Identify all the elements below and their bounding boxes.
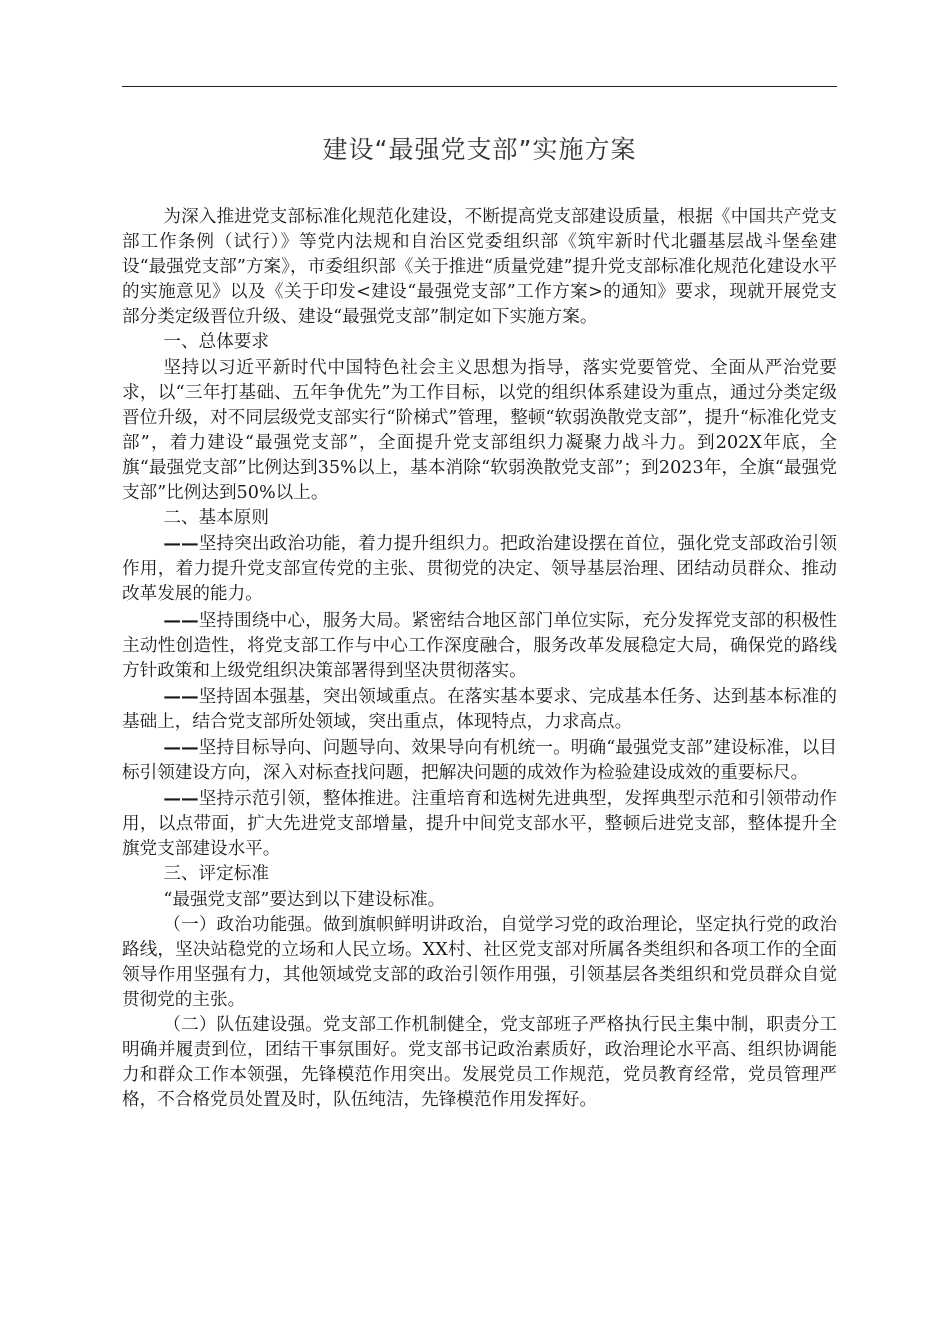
header-rule <box>122 86 837 87</box>
paragraph: “最强党支部”要达到以下建设标准。 <box>163 889 446 910</box>
principle-text: 坚持固本强基，突出领域重点。在落实基本要求、完成基本任务、达到基本标准的基础上，结合党支部所处领域，突出重点，体现特点，力求高点。 <box>122 686 837 732</box>
section-heading: 三、评定标准 <box>163 864 269 885</box>
principle-paragraph <box>122 531 837 607</box>
section-heading: 一、总体要求 <box>163 332 269 353</box>
standard-paragraph: （一）政治功能强。做到旗帜鲜明讲政治，自觉学习党的政治理论，坚定执行党的政治路线，坚决站稳党的立场和人民立场。XX村、社区党支部对所属各类组织和各项工作的全面领导作用坚强有力，其他领域党支部的政治引领作用强，引领基层各类组织和党员群众自觉贯彻党的主张。 <box>122 914 837 1010</box>
principle-text: 坚持目标导向、问题导向、效果导向有机统一。明确“最强党支部”建设标准，以目标引领建设方向，深入对标查找问题，把解决问题的成效作为检验建设成效的重要标尺。 <box>122 737 837 784</box>
paragraph: 坚持以习近平新时代中国特色社会主义思想为指导，落实党要管党、全面从严治党要求，以“三年打基础、五年争优先”为工作目标，以党的组织体系建设为重点，通过分类定级晋位升级，对不同层级党支部实行“阶梯式”管理，整顿“软弱涣散党支部”，提升“标准化党支部”，着力建设“最强党支部”，全面提升党支部组织力凝聚力战斗力。到202X年底，全旗“最强党支部”比例达到35%以上，基本消除“软弱涣散党支部”；到2023年，全旗“最强党支部”比例达到50%以上。 <box>122 357 837 504</box>
document-title: 建设“最强党支部”实施方案 <box>322 135 637 164</box>
em-dash: —— <box>163 533 199 555</box>
em-dash: —— <box>163 788 199 810</box>
principle-paragraph <box>122 735 837 786</box>
section-heading: 二、基本原则 <box>163 508 269 529</box>
standard-paragraph: （二）队伍建设强。党支部工作机制健全，党支部班子严格执行民主集中制，职责分工明确并履责到位，团结干事氛围好。党支部书记政治素质好，政治理论水平高、组织协调能力和群众工作本领强，先锋模范作用突出。发展党员工作规范，党员教育经常，党员管理严格，不合格党员处置及时，队伍纯洁，先锋模范作用发挥好。 <box>122 1015 837 1111</box>
principle-text: 坚持示范引领，整体推进。注重培育和选树先进典型，发挥典型示范和引领带动作用，以点带面，扩大先进党支部增量，提升中间党支部水平，整顿后进党支部，整体提升全旗党支部建设水平。 <box>122 789 837 860</box>
principle-paragraph <box>122 684 837 735</box>
principle-text: 坚持围绕中心，服务大局。紧密结合地区部门单位实际，充分发挥党支部的积极性主动性创造性，将党支部工作与中心工作深度融合，服务改革发展稳定大局，确保党的路线方针政策和上级党组织决策部署得到坚决贯彻落实。 <box>122 610 837 681</box>
intro-paragraph: 为深入推进党支部标准化规范化建设，不断提高党支部建设质量，根据《中国共产党支部工作条例（试行）》等党内法规和自治区党委组织部《筑牢新时代北疆基层战斗堡垒建设“最强党支部”方案》，市委组织部《关于推进“质量党建”提升党支部标准化规范化建设水平的实施意见》以及《关于印发<建设“最强党支部”工作方案>的通知》要求，现就开展党支部分类定级晋位升级、建设“最强党支部”制定如下实施方案。 <box>122 207 837 328</box>
principle-paragraph <box>122 786 837 862</box>
principle-paragraph <box>122 608 837 684</box>
em-dash: —— <box>163 609 199 631</box>
document-body <box>122 205 837 1113</box>
principle-text: 坚持突出政治功能，着力提升组织力。把政治建设摆在首位，强化党支部政治引领作用，着力提升党支部宣传党的主张、贯彻党的决定、领导基层治理、团结动员群众、推动改革发展的能力。 <box>122 534 837 605</box>
em-dash: —— <box>163 685 199 707</box>
em-dash: —— <box>163 736 199 758</box>
